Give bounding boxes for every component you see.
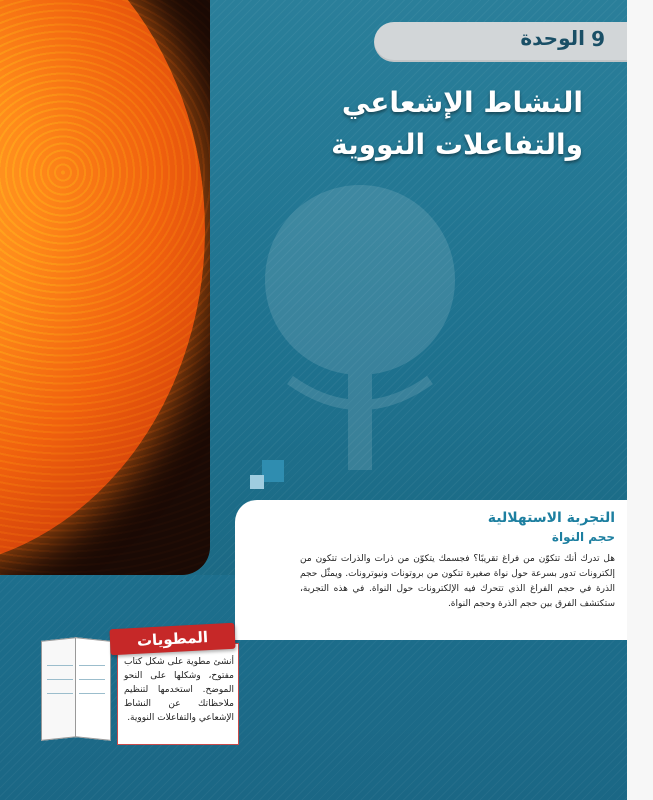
unit-tab bbox=[374, 22, 627, 62]
launch-lab-heading: التجربة الاستهلالية bbox=[487, 510, 615, 526]
open-book-icon bbox=[35, 635, 113, 737]
chapter-title-line2: والتفاعلات النووية bbox=[331, 128, 583, 161]
launch-lab-body: هل تدرك أنك تتكوّن من فراغ تقريبًا؟ فجسمك يتكوّن من ذرات والذرات تتكون من إلكترونات تدور بسرعة حول نواة صغيرة تتكون من بروتونات ونيوترونات. ويمثّل حجم الذرة في حجم الفراغ الذي تتحرك فيه الإلكترونات حول النواة. في هذه التجربة، ستكتشف الفرق بين حجم الذرة وحجم النواة. bbox=[300, 554, 615, 609]
sun-photo bbox=[0, 0, 210, 575]
foldables-tag: المطويات bbox=[109, 623, 235, 656]
photo-credit-strip bbox=[4, 580, 14, 770]
watermark-small-square-icon bbox=[250, 475, 264, 489]
chapter-title-line1: النشاط الإشعاعي bbox=[341, 86, 583, 119]
launch-lab-subheading: حجم النواة bbox=[551, 530, 615, 544]
unit-number: 9 bbox=[591, 27, 605, 51]
unit-label: الوحدة bbox=[520, 26, 585, 50]
watermark-tree-logo bbox=[250, 170, 470, 480]
foldables-body: أنشئ مطوية على شكل كتاب مفتوح، وشكلها على النحو الموضح. استخدمها لتنظيم ملاحظاتك عن النشاط الإشعاعي والتفاعلات النووية. bbox=[124, 657, 234, 723]
watermark-square-icon bbox=[262, 460, 284, 482]
page-margin bbox=[627, 0, 653, 800]
